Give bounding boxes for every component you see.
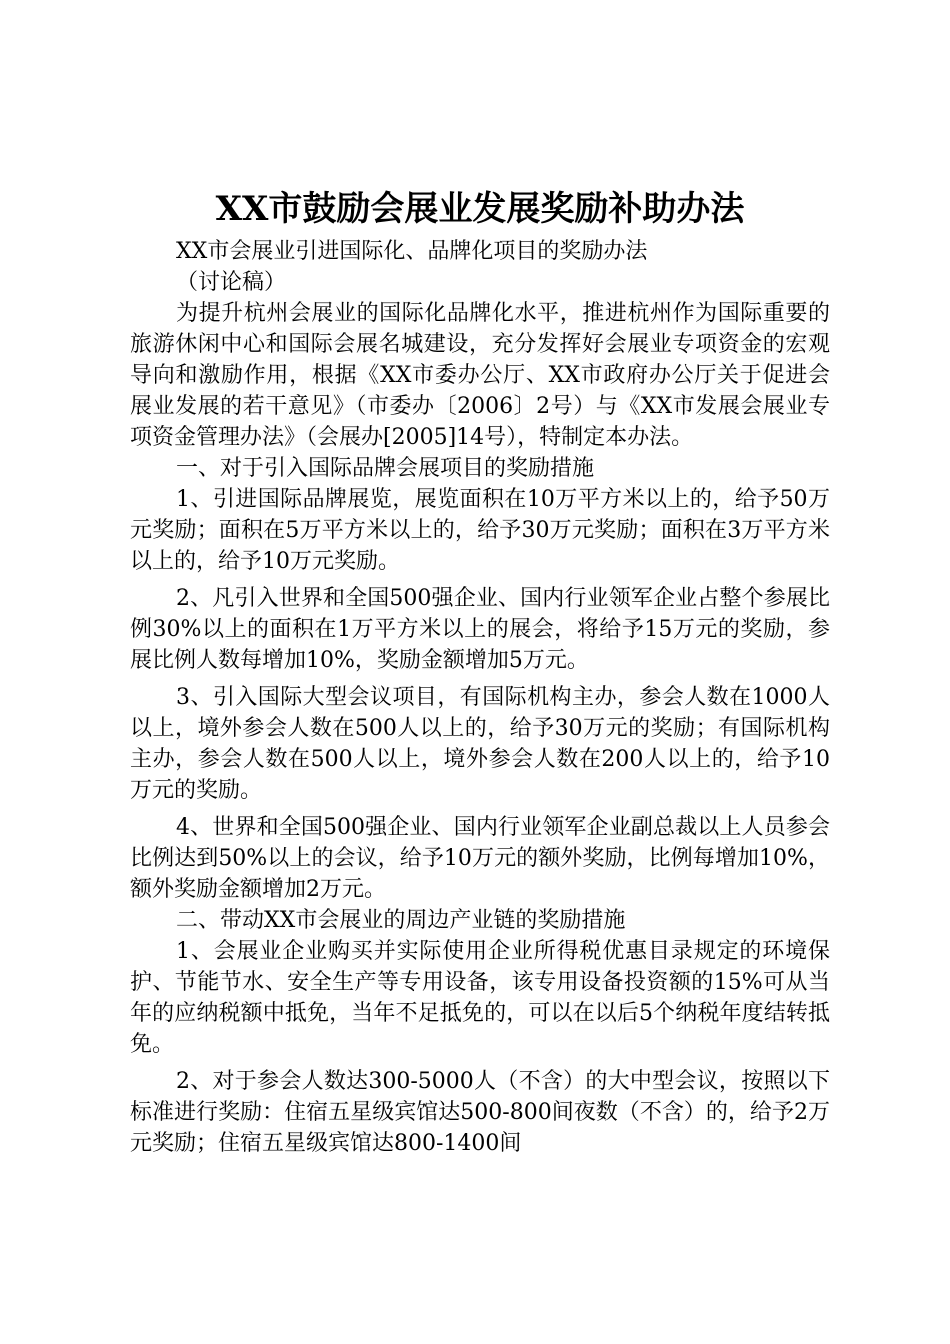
section-heading-2: 二、带动XX市会展业的周边产业链的奖励措施 <box>176 908 626 933</box>
intro-paragraph: 为提升杭州会展业的国际化品牌化水平，推进杭州作为国际重要的旅游休闲中心和国际会展名城建设，充分发挥好会展业专项资金的宏观导向和激励作用，根据《XX市委办公厅、XX市政府办公厅关于促进会展业发展的若干意见》（市委办〔2006〕2号）与《XX市发展会展业专项资金管理办法》（会展办[2005]14号），特制定本办法。 <box>130 301 830 450</box>
clause-1-3: 3、引入国际大型会议项目，有国际机构主办，参会人数在1000人以上，境外参会人数在500人以上的，给予30万元的奖励；有国际机构主办，参会人数在500人以上，境外参会人数在200人以上的，给予10万元的奖励。 <box>130 685 830 803</box>
clause-1-2: 2、凡引入世界和全国500强企业、国内行业领军企业占整个参展比例30%以上的面积在1万平方米以上的展会，将给予15万元的奖励，参展比例人数每增加10%，奖励金额增加5万元。 <box>130 586 830 673</box>
document-page <box>130 186 830 1159</box>
clause-2-2: 2、对于参会人数达300-5000人（不含）的大中型会议，按照以下标准进行奖励：住宿五星级宾馆达500-800间夜数（不含）的，给予2万元奖励；住宿五星级宾馆达800-1400间 <box>130 1069 830 1156</box>
clause-2-1: 1、会展业企业购买并实际使用企业所得税优惠目录规定的环境保护、节能节水、安全生产等专用设备，该专用设备投资额的15%可从当年的应纳税额中抵免，当年不足抵免的，可以在以后5个纳税年度结转抵免。 <box>130 939 830 1057</box>
document-title: XX市鼓励会展业发展奖励补助办法 <box>215 189 745 229</box>
clause-1-4: 4、世界和全国500强企业、国内行业领军企业副总裁以上人员参会比例达到50%以上的会议，给予10万元的额外奖励，比例每增加10%，额外奖励金额增加2万元。 <box>130 815 830 902</box>
section-heading-1: 一、对于引入国际品牌会展项目的奖励措施 <box>176 456 595 481</box>
document-subtitle: XX市会展业引进国际化、品牌化项目的奖励办法 <box>176 239 648 264</box>
draft-note: （讨论稿） <box>176 270 287 295</box>
clause-1-1: 1、引进国际品牌展览，展览面积在10万平方米以上的，给予50万元奖励；面积在5万平方米以上的，给予30万元奖励；面积在3万平方米以上的，给予10万元奖励。 <box>130 487 830 574</box>
